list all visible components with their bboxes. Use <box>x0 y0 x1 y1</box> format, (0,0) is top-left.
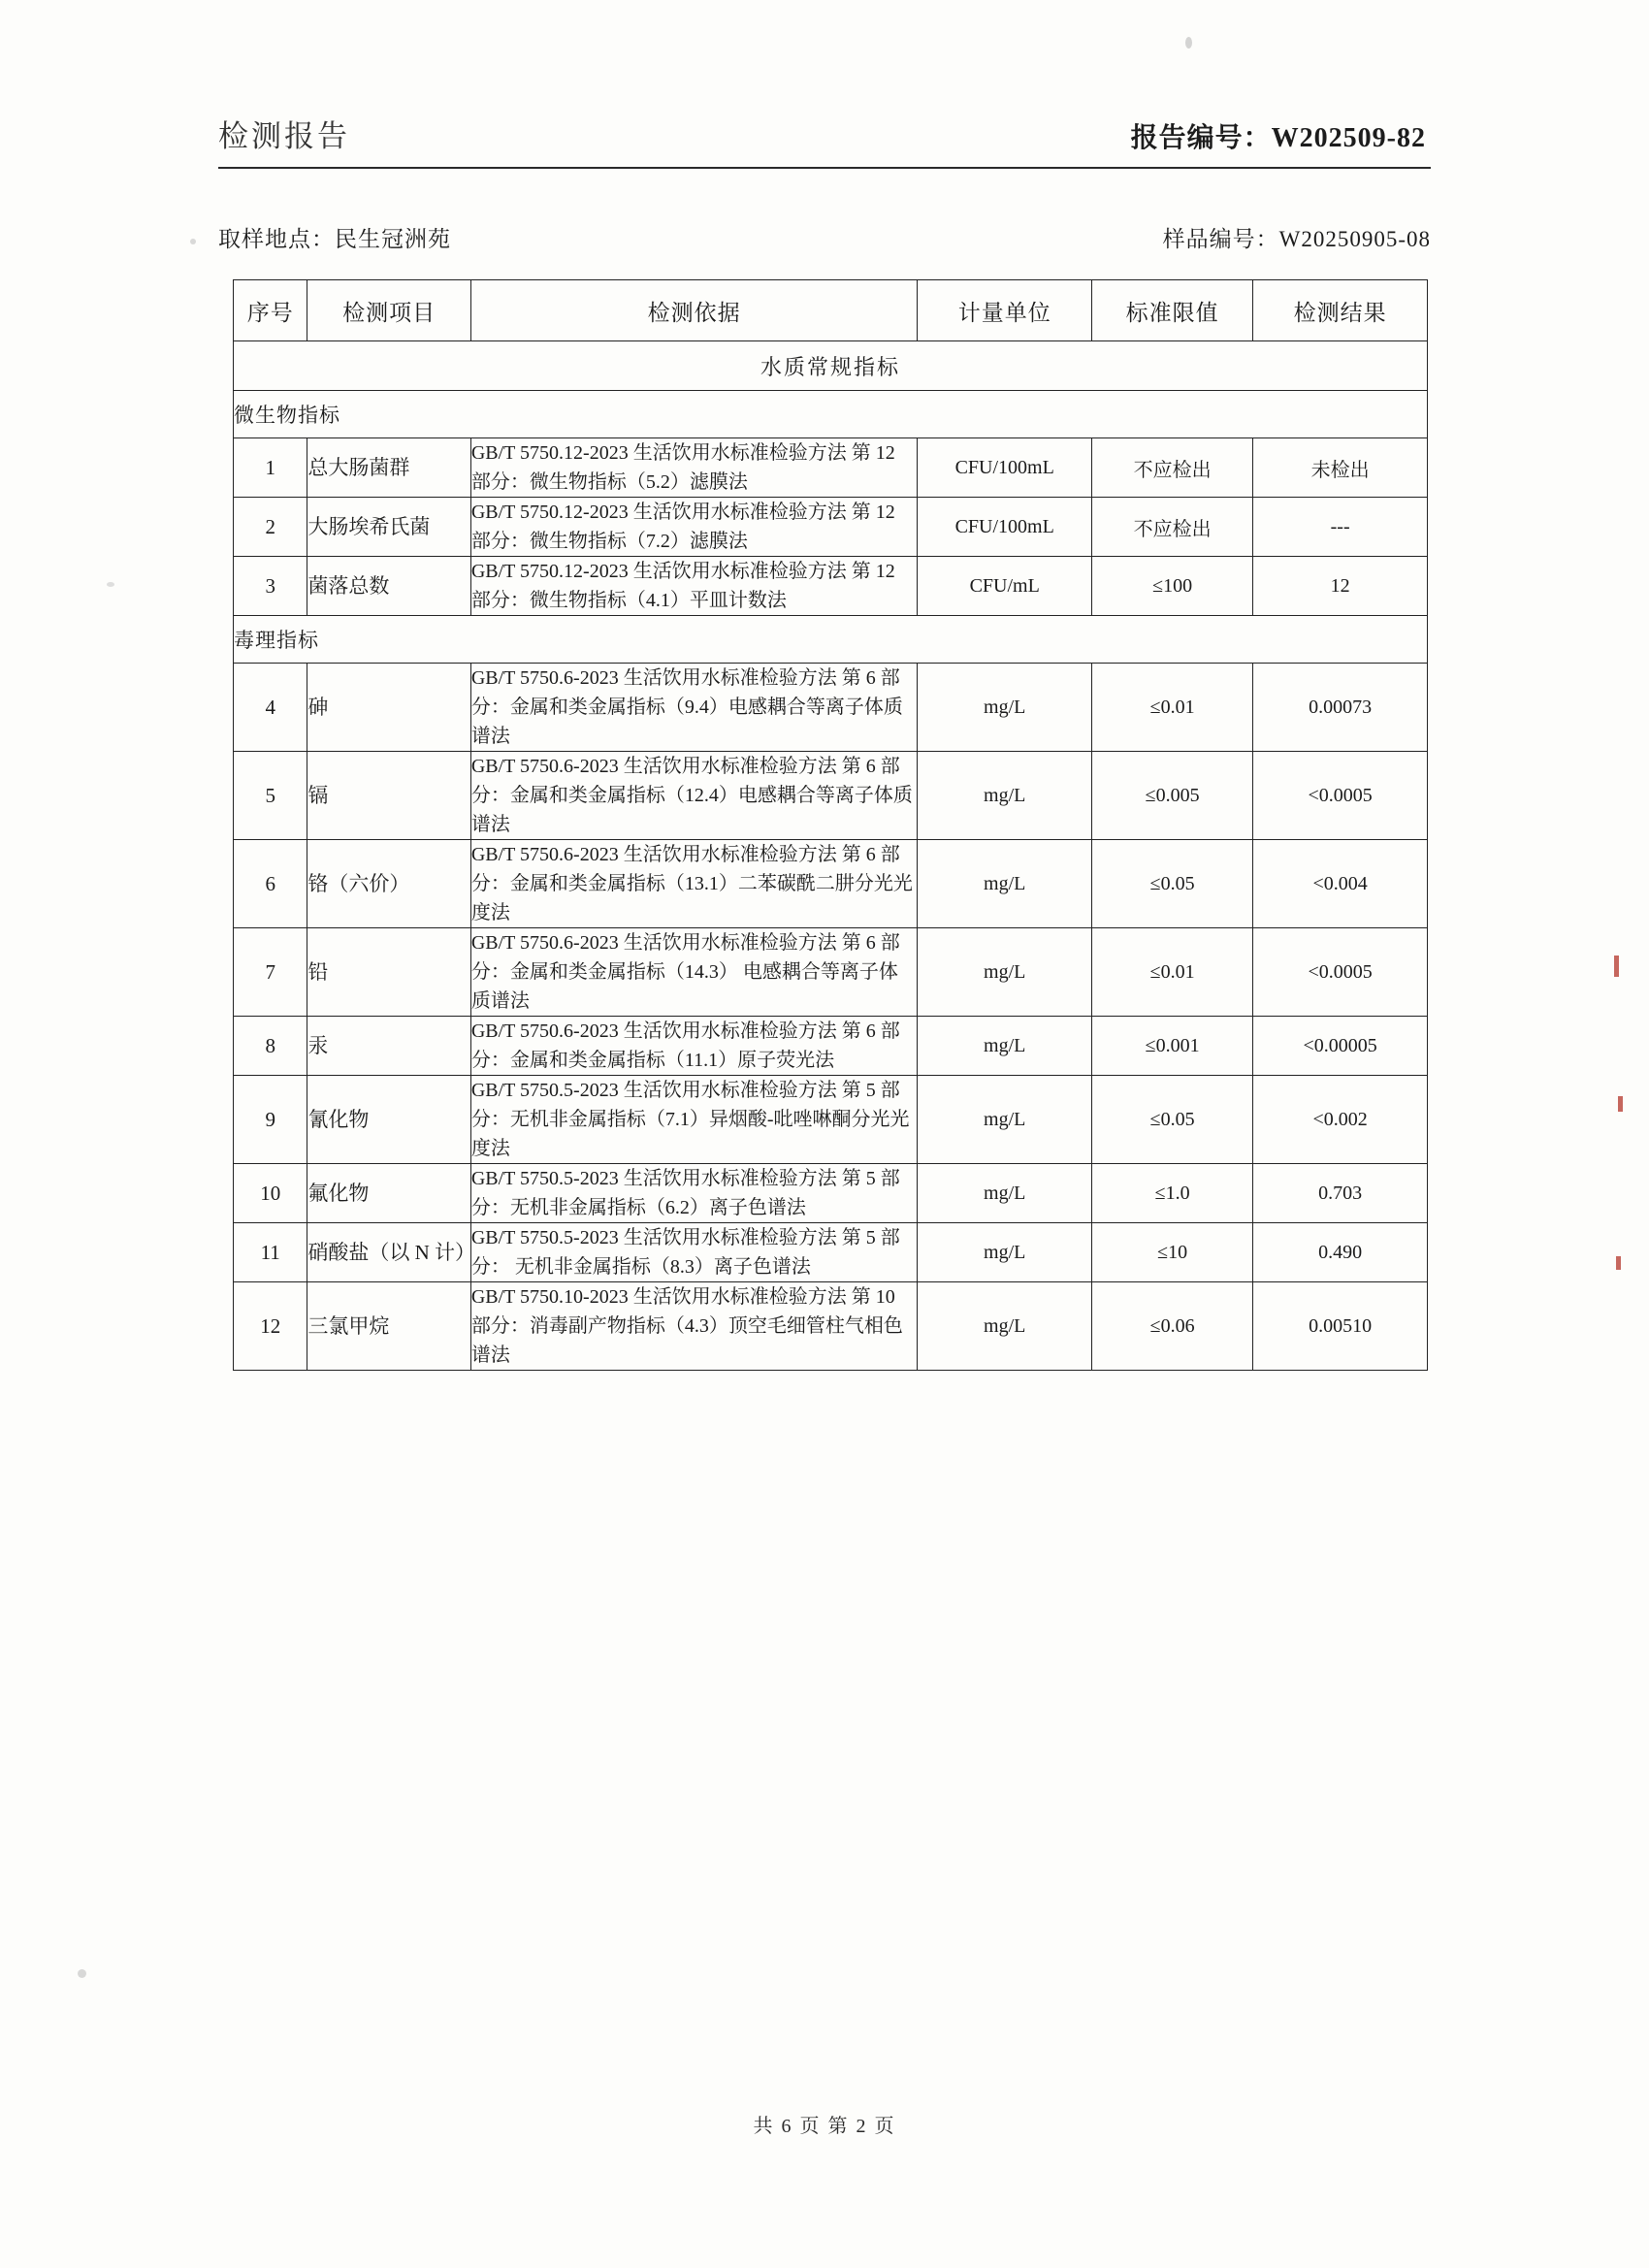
table-row <box>234 840 1428 928</box>
cell-basis: GB/T 5750.10-2023 生活饮用水标准检验方法 第 10 部分：消毒副产物指标（4.3）顶空毛细管柱气相色谱法 <box>470 1282 918 1371</box>
sample-number: 样品编号：W20250905-08 <box>1162 227 1431 251</box>
cell-item: 硝酸盐（以 N 计） <box>307 1223 470 1282</box>
cell-item: 氰化物 <box>307 1076 470 1164</box>
cell-result: 0.703 <box>1253 1164 1428 1223</box>
cell-basis: GB/T 5750.12-2023 生活饮用水标准检验方法 第 12 部分：微生物指标（7.2）滤膜法 <box>470 498 918 557</box>
cell-no: 7 <box>234 928 307 1017</box>
cell-result: <0.0005 <box>1253 928 1428 1017</box>
red-edge-mark <box>1614 956 1619 977</box>
cell-no: 2 <box>234 498 307 557</box>
red-edge-mark <box>1616 1256 1621 1270</box>
cell-limit: ≤100 <box>1092 557 1253 616</box>
report-number <box>1131 116 1426 155</box>
cell-unit: mg/L <box>918 1223 1092 1282</box>
scan-blemish <box>190 239 196 244</box>
cell-basis: GB/T 5750.6-2023 生活饮用水标准检验方法 第 6 部分：金属和类金属指标（13.1）二苯碳酰二肼分光光度法 <box>470 840 918 928</box>
cell-limit: ≤0.001 <box>1092 1017 1253 1076</box>
cell-limit: ≤0.005 <box>1092 752 1253 840</box>
cell-result: 未检出 <box>1253 438 1428 498</box>
cell-unit: CFU/100mL <box>918 498 1092 557</box>
page-footer: 共 6 页 第 2 页 <box>753 2116 896 2137</box>
subsection-label-microbio: 微生物指标 <box>234 391 1428 438</box>
subsection-row-toxicology <box>234 616 1428 664</box>
cell-unit: mg/L <box>918 1076 1092 1164</box>
cell-limit: ≤1.0 <box>1092 1164 1253 1223</box>
sampling-location: 取样地点：民生冠洲苑 <box>218 227 451 251</box>
cell-no: 11 <box>234 1223 307 1282</box>
cell-item: 氟化物 <box>307 1164 470 1223</box>
cell-basis: GB/T 5750.5-2023 生活饮用水标准检验方法 第 5 部分： 无机非金属指标（8.3）离子色谱法 <box>470 1223 918 1282</box>
table-row <box>234 1164 1428 1223</box>
cell-result: --- <box>1253 498 1428 557</box>
table-row <box>234 752 1428 840</box>
cell-basis: GB/T 5750.6-2023 生活饮用水标准检验方法 第 6 部分：金属和类金属指标（12.4）电感耦合等离子体质谱法 <box>470 752 918 840</box>
cell-item: 铬（六价） <box>307 840 470 928</box>
sample-info <box>218 221 1431 253</box>
cell-no: 4 <box>234 664 307 752</box>
cell-basis: GB/T 5750.12-2023 生活饮用水标准检验方法 第 12 部分：微生物指标（5.2）滤膜法 <box>470 438 918 498</box>
cell-unit: mg/L <box>918 664 1092 752</box>
cell-unit: mg/L <box>918 752 1092 840</box>
table-row <box>234 1223 1428 1282</box>
table-row <box>234 1076 1428 1164</box>
cell-unit: mg/L <box>918 1164 1092 1223</box>
cell-unit: mg/L <box>918 1017 1092 1076</box>
table-row <box>234 664 1428 752</box>
table-header-row <box>234 280 1428 341</box>
scan-blemish <box>1185 37 1192 49</box>
cell-no: 10 <box>234 1164 307 1223</box>
page-header <box>218 112 1426 155</box>
scan-blemish <box>107 582 114 587</box>
red-edge-mark <box>1618 1096 1623 1112</box>
column-header-no: 序号 <box>234 280 307 341</box>
cell-limit: ≤0.05 <box>1092 840 1253 928</box>
subsection-row-microbio <box>234 391 1428 438</box>
page-title: 检测报告 <box>218 119 350 153</box>
cell-limit: 不应检出 <box>1092 498 1253 557</box>
cell-no: 8 <box>234 1017 307 1076</box>
cell-item: 镉 <box>307 752 470 840</box>
cell-basis: GB/T 5750.12-2023 生活饮用水标准检验方法 第 12 部分：微生物指标（4.1）平皿计数法 <box>470 557 918 616</box>
cell-limit: 不应检出 <box>1092 438 1253 498</box>
cell-basis: GB/T 5750.6-2023 生活饮用水标准检验方法 第 6 部分：金属和类金属指标（14.3） 电感耦合等离子体质谱法 <box>470 928 918 1017</box>
cell-result: <0.0005 <box>1253 752 1428 840</box>
cell-unit: CFU/100mL <box>918 438 1092 498</box>
header-divider <box>218 167 1431 169</box>
table-row <box>234 438 1428 498</box>
column-header-limit: 标准限值 <box>1092 280 1253 341</box>
cell-result: 0.00510 <box>1253 1282 1428 1371</box>
section-title-row <box>234 341 1428 391</box>
table-row <box>234 928 1428 1017</box>
cell-basis: GB/T 5750.5-2023 生活饮用水标准检验方法 第 5 部分：无机非金属指标（7.1）异烟酸-吡唑啉酮分光光度法 <box>470 1076 918 1164</box>
cell-no: 3 <box>234 557 307 616</box>
table-row <box>234 1017 1428 1076</box>
cell-result: <0.002 <box>1253 1076 1428 1164</box>
cell-limit: ≤0.01 <box>1092 664 1253 752</box>
cell-item: 三氯甲烷 <box>307 1282 470 1371</box>
cell-result: 0.490 <box>1253 1223 1428 1282</box>
column-header-basis: 检测依据 <box>470 280 918 341</box>
cell-unit: mg/L <box>918 840 1092 928</box>
cell-no: 1 <box>234 438 307 498</box>
table-row <box>234 1282 1428 1371</box>
cell-item: 铅 <box>307 928 470 1017</box>
cell-item: 大肠埃希氏菌 <box>307 498 470 557</box>
cell-result: 12 <box>1253 557 1428 616</box>
table-row <box>234 557 1428 616</box>
cell-unit: mg/L <box>918 928 1092 1017</box>
cell-item: 总大肠菌群 <box>307 438 470 498</box>
column-header-item: 检测项目 <box>307 280 470 341</box>
cell-no: 12 <box>234 1282 307 1371</box>
cell-item: 菌落总数 <box>307 557 470 616</box>
subsection-label-toxicology: 毒理指标 <box>234 616 1428 664</box>
cell-limit: ≤0.05 <box>1092 1076 1253 1164</box>
cell-unit: mg/L <box>918 1282 1092 1371</box>
report-number-label: 报告编号： <box>1130 123 1272 153</box>
cell-basis: GB/T 5750.6-2023 生活饮用水标准检验方法 第 6 部分：金属和类金属指标（9.4）电感耦合等离子体质谱法 <box>470 664 918 752</box>
scan-blemish <box>78 1969 86 1978</box>
cell-no: 9 <box>234 1076 307 1164</box>
cell-unit: CFU/mL <box>918 557 1092 616</box>
cell-item: 砷 <box>307 664 470 752</box>
cell-limit: ≤10 <box>1092 1223 1253 1282</box>
results-table <box>233 279 1428 1371</box>
table-row <box>234 498 1428 557</box>
column-header-result: 检测结果 <box>1253 280 1428 341</box>
cell-basis: GB/T 5750.5-2023 生活饮用水标准检验方法 第 5 部分：无机非金属指标（6.2）离子色谱法 <box>470 1164 918 1223</box>
cell-limit: ≤0.06 <box>1092 1282 1253 1371</box>
cell-basis: GB/T 5750.6-2023 生活饮用水标准检验方法 第 6 部分：金属和类金属指标（11.1）原子荧光法 <box>470 1017 918 1076</box>
cell-item: 汞 <box>307 1017 470 1076</box>
cell-limit: ≤0.01 <box>1092 928 1253 1017</box>
cell-result: 0.00073 <box>1253 664 1428 752</box>
section-title: 水质常规指标 <box>234 341 1428 391</box>
report-number-value: W202509-82 <box>1271 123 1426 153</box>
column-header-unit: 计量单位 <box>918 280 1092 341</box>
cell-no: 5 <box>234 752 307 840</box>
cell-no: 6 <box>234 840 307 928</box>
cell-result: <0.00005 <box>1253 1017 1428 1076</box>
cell-result: <0.004 <box>1253 840 1428 928</box>
